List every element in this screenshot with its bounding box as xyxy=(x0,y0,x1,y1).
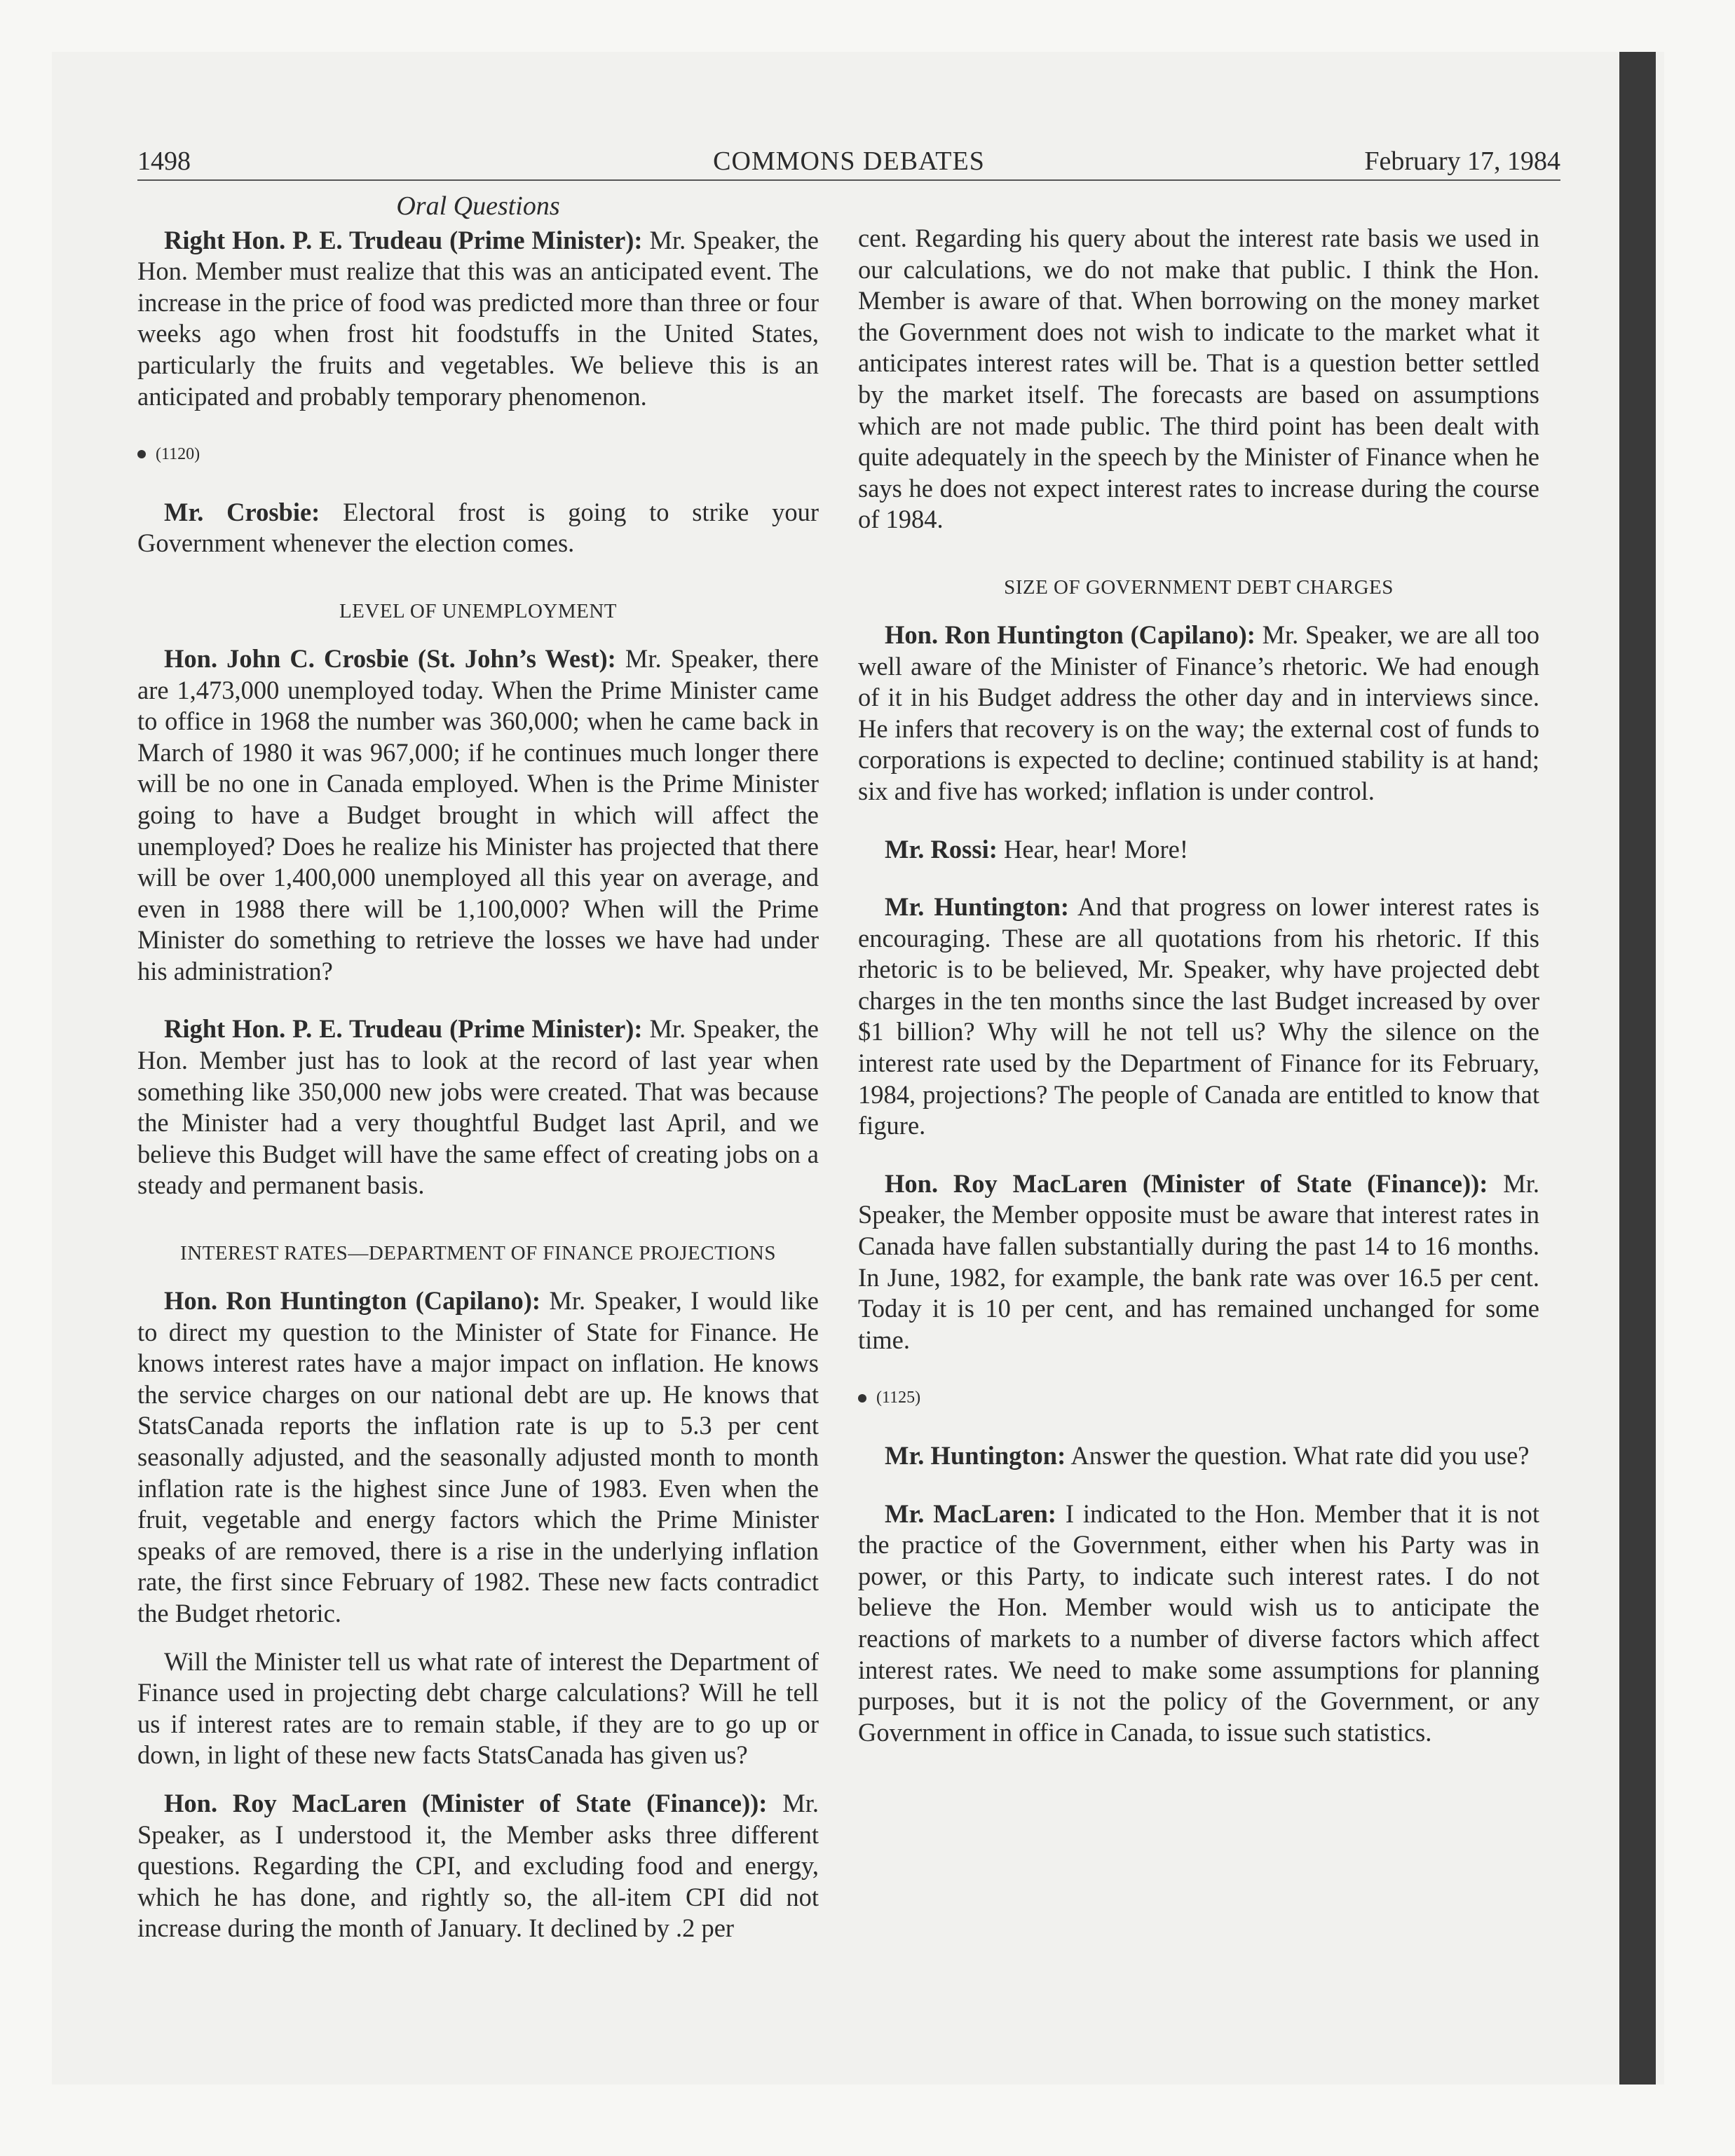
time-stamp: (1120) xyxy=(156,445,200,464)
speech-text: Mr. Speaker, the Hon. Member must realize that this was an anticipated event. The increase in the price of food was predicted more than three or four weeks ago when frost hit foodstuffs in the United States, particularly the fruits and vegetables. We believe this is an anticipated and probably temporary phenomenon. xyxy=(137,225,819,411)
paragraph xyxy=(858,834,1539,866)
speaker-name: Mr. Rossi: xyxy=(885,834,998,864)
paragraph xyxy=(858,1499,1539,1749)
section-label: Oral Questions xyxy=(396,191,560,221)
paragraph xyxy=(137,225,819,413)
bullet-icon xyxy=(137,450,146,458)
paragraph xyxy=(858,1440,1539,1472)
speaker-name: Hon. Roy MacLaren (Minister of State (Finance)): xyxy=(164,1788,768,1817)
speaker-name: Hon. John C. Crosbie (St. John’s West): xyxy=(164,643,616,673)
time-marker xyxy=(858,1382,1539,1414)
speaker-name: Right Hon. P. E. Trudeau (Prime Minister): xyxy=(164,225,643,254)
paragraph xyxy=(137,1285,819,1630)
speech-text: Electoral frost is going to strike your Government whenever the election comes. xyxy=(137,497,819,558)
paragraph xyxy=(858,1168,1539,1356)
paragraph xyxy=(137,497,819,559)
speech-text: Mr. Speaker, there are 1,473,000 unemployed today. When the Prime Minister came to office in 1968 the number was 360,000; when he came back in March of 1980 it was 967,000; if he continues much longer there will be no one in Canada employed. When is the Prime Minister going to have a Budget brought in which will affect the unemployed? Does he realize his Minister has projected that there will be over 1,400,000 unemployed all this year on average, and even in 1988 there will be 1,100,000? When will the Prime Minister do something to retrieve the losses we have had under his administration? xyxy=(137,643,819,985)
paragraph xyxy=(858,620,1539,807)
speech-text: Mr. Speaker, as I understood it, the Member asks three different questions. Regarding the CPI, and excluding food and energy, which he has done, and rightly so, the all-item CPI did not increase during the month of January. It declined by .2 per xyxy=(137,1788,819,1943)
speaker-name: Mr. MacLaren: xyxy=(885,1499,1056,1528)
scan-edge-bar xyxy=(1619,52,1656,2085)
speech-text: I indicated to the Hon. Member that it is not the practice of the Government, either when his Party was in power, or this Party, to indicate such interest rates. I do not believe the Hon. Member would wish us to anticipate the reactions of markets to a number of diverse factors which affect interest rates. We need to make some assumptions for planning purposes, but it is not the policy of the Government, or any Government in office in Canada, to issue such statistics. xyxy=(858,1499,1539,1747)
speaker-name: Mr. Huntington: xyxy=(885,1441,1066,1470)
paragraph xyxy=(137,643,819,988)
publication-date: February 17, 1984 xyxy=(1364,146,1560,176)
speech-text: Hear, hear! More! xyxy=(997,834,1189,864)
speech-text: Mr. Speaker, we are all too well aware of the Minister of Finance’s rhetoric. We had enough of it in his Budget address the other day and in interviews since. He infers that recovery is on the way; the external cost of funds to corporations is expected to decline; continued stability is at hand; six and five has worked; inflation is under control. xyxy=(858,620,1539,805)
speaker-name: Mr. Huntington: xyxy=(885,892,1070,922)
speaker-name: Mr. Crosbie: xyxy=(164,497,320,526)
section-heading: LEVEL OF UNEMPLOYMENT xyxy=(339,599,618,622)
speech-text: And that progress on lower interest rates is encouraging. These are all quotations from his rhetoric. If this rhetoric is to be believed, Mr. Speaker, why have projected debt charges in the ten months since the last Budget increased by over $1 billion? Why will he not tell us? Why the silence on the interest rate used by the Department of Finance for its February, 1984, projections? The people of Canada are entitled to know that figure. xyxy=(858,892,1539,1140)
speaker-name: Hon. Roy MacLaren (Minister of State (Finance)): xyxy=(885,1168,1488,1198)
time-stamp: (1125) xyxy=(876,1389,921,1407)
paragraph xyxy=(858,892,1539,1142)
speech-text: Mr. Speaker, the Member opposite must be aware that interest rates in Canada have fallen substantially during the past 14 to 16 months. In June, 1982, for example, the bank rate was over 16.5 per cent. Today it is 10 per cent, and has remained unchanged for some time. xyxy=(858,1168,1539,1354)
paragraph: cent. Regarding his query about the interest rate basis we used in our calculations, we do not make that public. I think the Hon. Member is aware of that. When borrowing on the money market the Government does not wish to indicate to the market what it anticipates interest rates will be. That is a question better settled by the market itself. The forecasts are based on assumptions which are not made public. The third point has been dealt with quite adequately in the speech by the Minister of Finance when he says he does not expect interest rates to increase during the course of 1984. xyxy=(858,224,1539,534)
paragraph xyxy=(137,1014,819,1201)
speech-text: Mr. Speaker, I would like to direct my question to the Minister of State for Finance. He knows interest rates have a major impact on inflation. He knows the service charges on our national debt are up. He knows that StatsCanada reports the inflation rate is up to 5.3 per cent seasonally adjusted, and the seasonally adjusted month to month inflation rate is the highest since June of 1983. Even when the fruit, vegetable and energy factors which the Prime Minister speaks of are removed, there is a rise in the underlying inflation rate, the first since February of 1982. These new facts contradict the Budget rhetoric. xyxy=(137,1286,819,1628)
speech-text: Mr. Speaker, the Hon. Member just has to look at the record of last year when something like 350,000 new jobs were created. That was because the Minister had a very thoughtful Budget last April, and we believe this Budget will have the same effect of creating jobs on a steady and permanent basis. xyxy=(137,1014,819,1200)
publication-title: COMMONS DEBATES xyxy=(713,146,985,176)
time-marker xyxy=(137,439,819,470)
speaker-name: Right Hon. P. E. Trudeau (Prime Minister): xyxy=(164,1014,643,1044)
speaker-name: Hon. Ron Huntington (Capilano): xyxy=(164,1286,541,1316)
left-column xyxy=(137,191,819,1944)
page-number: 1498 xyxy=(137,146,191,176)
paragraph: Will the Minister tell us what rate of interest the Department of Finance used in projecting debt charge calculations? Will he tell us if interest rates are to remain stable, if they are to go up or down, in light of these new facts StatsCanada has given us? xyxy=(137,1646,819,1770)
page-header xyxy=(137,143,1560,181)
bullet-icon xyxy=(858,1394,866,1403)
speech-text: Answer the question. What rate did you use? xyxy=(1066,1441,1530,1470)
right-column xyxy=(858,223,1539,1748)
paragraph xyxy=(137,1788,819,1944)
section-heading: SIZE OF GOVERNMENT DEBT CHARGES xyxy=(1004,575,1394,599)
section-heading: INTEREST RATES—DEPARTMENT OF FINANCE PROJECTIONS xyxy=(180,1242,776,1265)
speaker-name: Hon. Ron Huntington (Capilano): xyxy=(885,620,1256,649)
